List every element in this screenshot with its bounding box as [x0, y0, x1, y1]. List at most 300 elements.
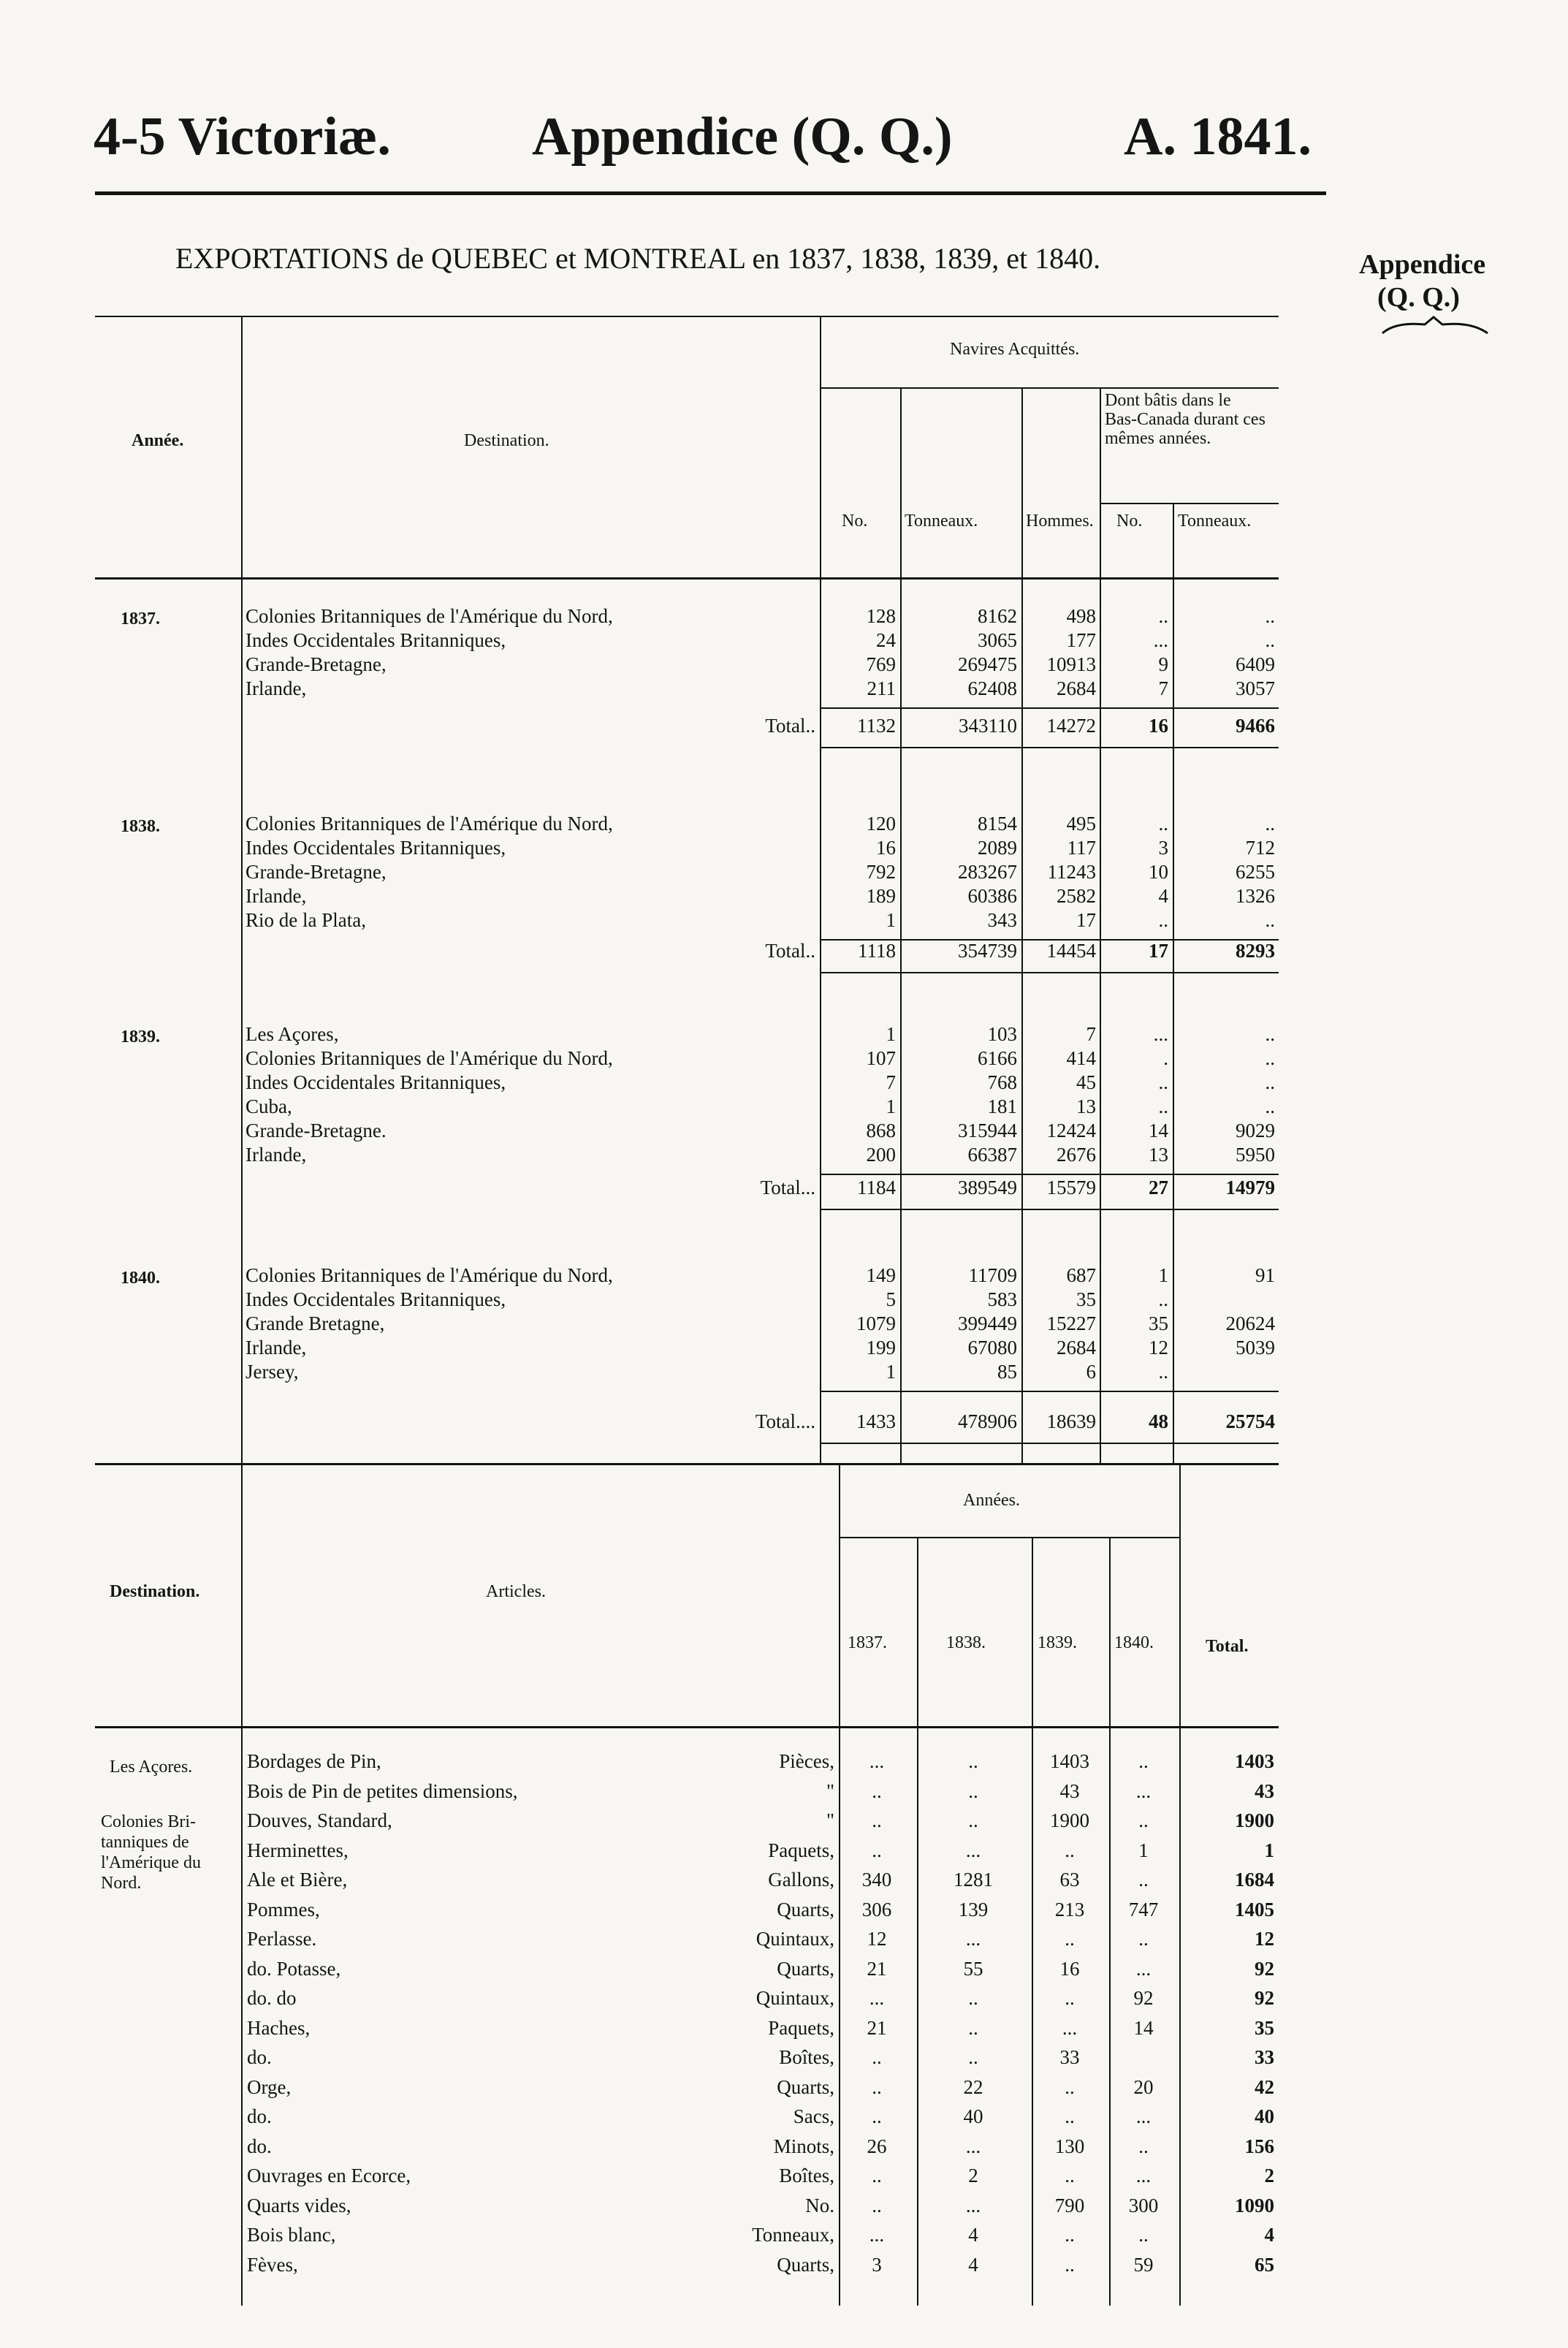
- y1838-cell: 40: [963, 2105, 983, 2127]
- no-cell: 149: [866, 1264, 896, 1286]
- dont-tonneaux-cell: 91: [1255, 1264, 1275, 1286]
- dont-no-cell: 3: [1158, 837, 1168, 859]
- article-cell: Pommes,: [247, 1898, 320, 1920]
- y1837-cell: 26: [867, 2135, 887, 2157]
- table-row: [0, 813, 1568, 835]
- tonneaux-cell: 67080: [967, 1337, 1017, 1359]
- total-cell: 1405: [1235, 1898, 1274, 1920]
- tonneaux-cell: 66387: [967, 1144, 1017, 1166]
- no-cell: 24: [876, 629, 896, 651]
- no-cell: 200: [866, 1144, 896, 1166]
- y1837-cell: ..: [872, 1809, 882, 1831]
- unit-cell: Quarts,: [777, 2253, 834, 2276]
- y1840-cell: ...: [1135, 2105, 1152, 2127]
- hommes-cell: 2684: [1057, 677, 1096, 699]
- article-cell: Bois blanc,: [247, 2224, 336, 2246]
- tonneaux-cell: 8162: [978, 605, 1017, 627]
- unit-cell: ": [826, 1809, 834, 1831]
- article-cell: Herminettes,: [247, 1839, 349, 1861]
- y1839-cell: ...: [1062, 2016, 1078, 2039]
- total-rule-top: [820, 1174, 1279, 1175]
- no-cell: 5: [886, 1288, 896, 1310]
- table-row: [0, 605, 1568, 627]
- table-row: [0, 1928, 1568, 1950]
- table-row: [0, 1337, 1568, 1359]
- dont-no-cell: 12: [1149, 1337, 1168, 1359]
- y1840-cell: 747: [1128, 1898, 1159, 1920]
- no-cell: 128: [866, 605, 896, 627]
- total-row: [0, 940, 1568, 962]
- y1838-cell: ..: [968, 1779, 978, 1802]
- dont-no-cell: 4: [1158, 885, 1168, 907]
- y1837-cell: 3: [872, 2253, 882, 2276]
- tonneaux-cell: 399449: [958, 1312, 1017, 1334]
- dont-no-cell: 9: [1158, 653, 1168, 675]
- t1-header-navires: Navires Acquittés.: [950, 340, 1080, 359]
- hommes-cell: 13: [1076, 1095, 1096, 1117]
- tonneaux-cell: 8154: [978, 813, 1017, 835]
- t2-header-1837: 1837.: [848, 1633, 887, 1652]
- t1-header-tonneaux: Tonneaux.: [905, 512, 978, 531]
- total-cell: 4: [1264, 2224, 1274, 2246]
- total-cell: 42: [1255, 2075, 1274, 2098]
- total-dont-tonneaux-cell: 14979: [1225, 1177, 1275, 1198]
- t1-dont-rule: [1100, 503, 1279, 504]
- dont-tonneaux-cell: 20624: [1225, 1312, 1275, 1334]
- table-row: [0, 1095, 1568, 1117]
- table-row: [0, 1288, 1568, 1310]
- article-cell: do.: [247, 2105, 272, 2127]
- destination-cell: Irlande,: [246, 885, 307, 907]
- table-row: [0, 1839, 1568, 1861]
- total-cell: 33: [1255, 2046, 1274, 2068]
- y1838-cell: 4: [968, 2253, 978, 2276]
- article-cell: do. Potasse,: [247, 1957, 341, 1980]
- table-row: [0, 861, 1568, 883]
- total-rule-top: [820, 707, 1279, 709]
- total-dont-tonneaux-cell: 8293: [1236, 940, 1275, 962]
- y1838-cell: 4: [968, 2224, 978, 2246]
- unit-cell: Boîtes,: [779, 2046, 834, 2068]
- tonneaux-cell: 315944: [958, 1120, 1017, 1141]
- y1838-cell: 2: [968, 2165, 978, 2186]
- y1838-cell: ..: [968, 1809, 978, 1831]
- y1839-cell: ..: [1065, 2224, 1075, 2246]
- total-cell: 92: [1255, 1987, 1274, 2009]
- total-row: [0, 1177, 1568, 1198]
- year-label: 1838.: [121, 817, 160, 836]
- y1838-cell: ...: [965, 2135, 981, 2157]
- article-cell: do.: [247, 2046, 272, 2068]
- destination-cell: Grande Bretagne,: [246, 1312, 385, 1334]
- no-cell: 769: [866, 653, 896, 675]
- table-row: [0, 1899, 1568, 1920]
- table-row: [0, 1958, 1568, 1980]
- total-no-cell: 1433: [856, 1410, 896, 1432]
- hommes-cell: 414: [1066, 1047, 1096, 1069]
- table-row: [0, 1312, 1568, 1334]
- total-tonneaux-cell: 478906: [958, 1410, 1017, 1432]
- y1838-cell: ..: [968, 1750, 978, 1772]
- unit-cell: Quintaux,: [756, 1928, 834, 1950]
- t1-header-dont-no: No.: [1116, 512, 1143, 531]
- total-rule-bottom: [820, 972, 1279, 973]
- total-cell: 1090: [1235, 2194, 1274, 2216]
- y1838-cell: ..: [968, 2016, 978, 2039]
- y1839-cell: ..: [1065, 2165, 1075, 2186]
- table-row: [0, 1869, 1568, 1891]
- y1838-cell: 55: [963, 1957, 983, 1980]
- y1840-cell: 92: [1133, 1987, 1154, 2009]
- dont-tonneaux-cell: ..: [1265, 909, 1275, 931]
- hommes-cell: 6: [1086, 1361, 1096, 1383]
- total-rule-bottom: [820, 1209, 1279, 1210]
- dont-no-cell: 35: [1149, 1312, 1168, 1334]
- table-row: [0, 1750, 1568, 1772]
- destination-cell: Indes Occidentales Britanniques,: [246, 629, 506, 651]
- dont-tonneaux-cell: ..: [1265, 629, 1275, 651]
- dont-tonneaux-cell: 1326: [1236, 885, 1275, 907]
- total-hommes-cell: 14454: [1046, 940, 1096, 962]
- dont-tonneaux-cell: ..: [1265, 1071, 1275, 1093]
- destination-cell: Colonies Britanniques de l'Amérique du Nord,: [246, 813, 613, 835]
- hommes-cell: 117: [1067, 837, 1096, 859]
- t2-header-1839: 1839.: [1038, 1633, 1077, 1652]
- table-row: [0, 2195, 1568, 2216]
- table-row: [0, 1361, 1568, 1383]
- y1837-cell: ..: [872, 1779, 882, 1802]
- no-cell: 120: [866, 813, 896, 835]
- article-cell: Perlasse.: [247, 1928, 317, 1950]
- hommes-cell: 177: [1066, 629, 1096, 651]
- destination-cell: Les Açores,: [246, 1023, 339, 1045]
- destination-cell: Irlande,: [246, 1337, 307, 1359]
- tonneaux-cell: 85: [997, 1361, 1017, 1383]
- total-cell: 40: [1255, 2105, 1274, 2127]
- y1839-cell: 1900: [1050, 1809, 1089, 1831]
- t2-dest-acores: Les Açores.: [110, 1758, 193, 1777]
- dont-no-cell: ...: [1153, 1023, 1168, 1045]
- t1-header-no: No.: [842, 512, 868, 531]
- y1840-cell: 14: [1133, 2016, 1154, 2039]
- tonneaux-cell: 343: [987, 909, 1017, 931]
- total-dont-no-cell: 48: [1149, 1410, 1168, 1432]
- margin-note-line1: Appendice: [1359, 249, 1486, 280]
- dont-no-cell: ..: [1158, 813, 1168, 835]
- table-row: [0, 1780, 1568, 1802]
- article-cell: Douves, Standard,: [247, 1809, 392, 1831]
- tonneaux-cell: 181: [987, 1095, 1017, 1117]
- no-cell: 16: [876, 837, 896, 859]
- y1837-cell: ..: [872, 2165, 882, 2186]
- y1839-cell: 63: [1059, 1869, 1080, 1891]
- dont-no-cell: 13: [1149, 1144, 1168, 1166]
- total-cell: 12: [1255, 1928, 1274, 1950]
- total-rule-top: [820, 1391, 1279, 1392]
- total-cell: 1684: [1235, 1869, 1274, 1891]
- table-row: [0, 1987, 1568, 2009]
- unit-cell: Sacs,: [793, 2105, 834, 2127]
- t2-annees-rule: [839, 1537, 1179, 1538]
- dont-tonneaux-cell: 3057: [1236, 677, 1275, 699]
- tonneaux-cell: 6166: [978, 1047, 1017, 1069]
- dont-tonneaux-cell: ..: [1265, 605, 1275, 627]
- destination-cell: Colonies Britanniques de l'Amérique du Nord,: [246, 1264, 613, 1286]
- article-cell: do. do: [247, 1987, 297, 2009]
- table-row: [0, 2105, 1568, 2127]
- total-no-cell: 1118: [858, 940, 896, 962]
- tonneaux-cell: 103: [987, 1023, 1017, 1045]
- dont-no-cell: 7: [1158, 677, 1168, 699]
- unit-cell: Tonneaux,: [752, 2224, 834, 2246]
- destination-cell: Jersey,: [246, 1361, 299, 1383]
- y1838-cell: ..: [968, 2046, 978, 2068]
- y1839-cell: 1403: [1050, 1750, 1089, 1772]
- hommes-cell: 495: [1066, 813, 1096, 835]
- y1838-cell: 139: [958, 1898, 989, 1920]
- total-dont-no-cell: 17: [1149, 940, 1168, 962]
- y1838-cell: ...: [965, 1928, 981, 1950]
- tonneaux-cell: 2089: [978, 837, 1017, 859]
- hommes-cell: 10913: [1046, 653, 1096, 675]
- no-cell: 1: [886, 909, 896, 931]
- article-cell: Bois de Pin de petites dimensions,: [247, 1779, 518, 1802]
- header-rule: [95, 191, 1326, 195]
- y1840-cell: ..: [1138, 1809, 1149, 1831]
- dont-no-cell: ..: [1158, 1095, 1168, 1117]
- tonneaux-cell: 3065: [978, 629, 1017, 651]
- unit-cell: Quintaux,: [756, 1987, 834, 2009]
- hommes-cell: 45: [1076, 1071, 1096, 1093]
- no-cell: 792: [866, 861, 896, 883]
- article-cell: Bordages de Pin,: [247, 1750, 381, 1772]
- y1838-cell: ..: [968, 1987, 978, 2009]
- table-row: [0, 2046, 1568, 2068]
- total-label: Total....: [755, 1410, 815, 1432]
- dont-no-cell: ...: [1153, 629, 1168, 651]
- tonneaux-cell: 60386: [967, 885, 1017, 907]
- unit-cell: Minots,: [773, 2135, 834, 2157]
- total-cell: 1900: [1235, 1809, 1274, 1831]
- dont-tonneaux-cell: 5039: [1236, 1337, 1275, 1359]
- destination-cell: Rio de la Plata,: [246, 909, 366, 931]
- unit-cell: Quarts,: [777, 1957, 834, 1980]
- dont-no-cell: 1: [1158, 1264, 1168, 1286]
- no-cell: 868: [866, 1120, 896, 1141]
- y1837-cell: ..: [872, 2046, 882, 2068]
- destination-cell: Irlande,: [246, 1144, 307, 1166]
- table-row: [0, 2076, 1568, 2098]
- destination-cell: Indes Occidentales Britanniques,: [246, 1288, 506, 1310]
- t2-dest-colonies-4: Nord.: [101, 1874, 142, 1893]
- y1837-cell: 21: [867, 2016, 887, 2039]
- unit-cell: Quarts,: [777, 2075, 834, 2098]
- unit-cell: Quarts,: [777, 1898, 834, 1920]
- dont-no-cell: ..: [1158, 1288, 1168, 1310]
- table-row: [0, 677, 1568, 699]
- tonneaux-cell: 269475: [958, 653, 1017, 675]
- no-cell: 1079: [856, 1312, 896, 1334]
- unit-cell: Pièces,: [779, 1750, 834, 1772]
- y1837-cell: 12: [867, 1928, 887, 1950]
- article-cell: Ale et Bière,: [247, 1869, 348, 1891]
- y1839-cell: ..: [1065, 1987, 1075, 2009]
- table-row: [0, 2017, 1568, 2039]
- y1840-cell: ...: [1135, 2165, 1152, 2186]
- y1840-cell: 300: [1128, 2194, 1159, 2216]
- dont-no-cell: ..: [1158, 1071, 1168, 1093]
- table-row: [0, 1071, 1568, 1093]
- y1837-cell: 306: [861, 1898, 892, 1920]
- article-cell: Haches,: [247, 2016, 311, 2039]
- total-cell: 35: [1255, 2016, 1274, 2039]
- y1837-cell: ..: [872, 2105, 882, 2127]
- total-rule-bottom: [820, 1443, 1279, 1444]
- y1837-cell: 340: [861, 1869, 892, 1891]
- hommes-cell: 687: [1066, 1264, 1096, 1286]
- year-label: 1837.: [121, 609, 160, 628]
- hommes-cell: 15227: [1046, 1312, 1096, 1334]
- total-row: [0, 1410, 1568, 1432]
- year-label: 1840.: [121, 1269, 160, 1288]
- total-tonneaux-cell: 354739: [958, 940, 1017, 962]
- y1840-cell: ..: [1138, 1869, 1149, 1891]
- no-cell: 189: [866, 885, 896, 907]
- header-center: Appendice (Q. Q.): [532, 107, 953, 167]
- y1840-cell: ..: [1138, 1750, 1149, 1772]
- y1837-cell: ...: [869, 1750, 885, 1772]
- destination-cell: Grande-Bretagne,: [246, 653, 387, 675]
- dont-tonneaux-cell: 712: [1245, 837, 1275, 859]
- y1838-cell: ...: [965, 2194, 981, 2216]
- t1-navires-rule: [820, 387, 1279, 389]
- t2-header-1840: 1840.: [1114, 1633, 1154, 1652]
- y1837-cell: ...: [869, 2224, 885, 2246]
- dont-no-cell: 10: [1149, 861, 1168, 883]
- article-cell: do.: [247, 2135, 272, 2157]
- dont-tonneaux-cell: 5950: [1236, 1144, 1275, 1166]
- table-row: [0, 909, 1568, 931]
- no-cell: 7: [886, 1071, 896, 1093]
- hommes-cell: 2676: [1057, 1144, 1096, 1166]
- total-cell: 156: [1244, 2135, 1274, 2157]
- hommes-cell: 35: [1076, 1288, 1096, 1310]
- t2-dest-colonies-1: Colonies Bri-: [101, 1812, 196, 1831]
- tonneaux-cell: 11709: [968, 1264, 1017, 1286]
- t1-header-bottom-rule: [95, 577, 1279, 580]
- hommes-cell: 11243: [1047, 861, 1096, 883]
- destination-cell: Grande-Bretagne.: [246, 1120, 387, 1141]
- table-row: [0, 653, 1568, 675]
- total-label: Total...: [760, 1177, 815, 1198]
- y1839-cell: ..: [1065, 2253, 1075, 2276]
- table-row: [0, 837, 1568, 859]
- y1839-cell: ..: [1065, 1839, 1075, 1861]
- dont-tonneaux-cell: ..: [1265, 1095, 1275, 1117]
- t2-vline-1839: [1032, 1538, 1033, 2306]
- y1840-cell: 59: [1133, 2253, 1154, 2276]
- header-left: 4-5 Victoriæ.: [94, 107, 391, 167]
- y1840-cell: ..: [1138, 2135, 1149, 2157]
- hommes-cell: 2684: [1057, 1337, 1096, 1359]
- total-cell: 1: [1264, 1839, 1274, 1861]
- y1840-cell: 1: [1138, 1839, 1149, 1861]
- destination-cell: Indes Occidentales Britanniques,: [246, 837, 506, 859]
- t2-header-articles: Articles.: [486, 1582, 546, 1601]
- y1840-cell: ...: [1135, 1779, 1152, 1802]
- y1837-cell: ..: [872, 1839, 882, 1861]
- t1-header-dont-tonneaux: Tonneaux.: [1178, 512, 1252, 531]
- total-label: Total..: [765, 940, 815, 962]
- t1-header-dont: Dont bâtis dans le Bas-Canada durant ces mêmes années.: [1105, 391, 1266, 448]
- table-row: [0, 1047, 1568, 1069]
- tonneaux-cell: 283267: [958, 861, 1017, 883]
- table1-top-rule: [95, 316, 1279, 317]
- total-rule-bottom: [820, 747, 1279, 748]
- y1839-cell: 130: [1054, 2135, 1085, 2157]
- total-tonneaux-cell: 389549: [958, 1177, 1017, 1198]
- t1-header-hommes: Hommes.: [1026, 512, 1094, 531]
- t2-header-destination: Destination.: [110, 1582, 200, 1601]
- t2-dest-colonies-2: tanniques de: [101, 1833, 189, 1852]
- table-row: [0, 1264, 1568, 1286]
- t2-header-bottom-rule: [95, 1726, 1279, 1728]
- t2-vline-1838: [917, 1538, 918, 2306]
- dont-no-cell: ..: [1158, 909, 1168, 931]
- total-dont-tonneaux-cell: 25754: [1225, 1410, 1275, 1432]
- hommes-cell: 12424: [1046, 1120, 1096, 1141]
- table-row: [0, 1120, 1568, 1141]
- t1-header-destination: Destination.: [464, 431, 549, 450]
- header-right: A. 1841.: [1124, 107, 1312, 167]
- total-cell: 65: [1255, 2253, 1274, 2276]
- dont-tonneaux-cell: 6255: [1236, 861, 1275, 883]
- y1840-cell: ...: [1135, 1957, 1152, 1980]
- article-cell: Fèves,: [247, 2253, 298, 2276]
- total-hommes-cell: 15579: [1046, 1177, 1096, 1198]
- hommes-cell: 17: [1076, 909, 1096, 931]
- dont-no-cell: 14: [1149, 1120, 1168, 1141]
- dont-tonneaux-cell: ..: [1265, 813, 1275, 835]
- dont-tonneaux-cell: 9029: [1236, 1120, 1275, 1141]
- total-no-cell: 1184: [857, 1177, 896, 1198]
- page-title: EXPORTATIONS de QUEBEC et MONTREAL en 1837, 1838, 1839, et 1840.: [175, 242, 1101, 275]
- brace-icon: [1381, 316, 1491, 338]
- total-label: Total..: [765, 715, 815, 737]
- no-cell: 1: [886, 1095, 896, 1117]
- tonneaux-cell: 583: [987, 1288, 1017, 1310]
- tonneaux-cell: 768: [987, 1071, 1017, 1093]
- y1839-cell: 16: [1059, 1957, 1080, 1980]
- year-label: 1839.: [121, 1027, 160, 1046]
- total-hommes-cell: 14272: [1046, 715, 1096, 737]
- table-row: [0, 2165, 1568, 2186]
- dont-tonneaux-cell: 6409: [1236, 653, 1275, 675]
- y1840-cell: ..: [1138, 2224, 1149, 2246]
- total-no-cell: 1132: [857, 715, 896, 737]
- y1837-cell: 21: [867, 1957, 887, 1980]
- destination-cell: Indes Occidentales Britanniques,: [246, 1071, 506, 1093]
- y1840-cell: 20: [1133, 2075, 1154, 2098]
- total-cell: 43: [1255, 1779, 1274, 1802]
- y1839-cell: ..: [1065, 1928, 1075, 1950]
- table-row: [0, 1023, 1568, 1045]
- table-row: [0, 885, 1568, 907]
- y1839-cell: ..: [1065, 2105, 1075, 2127]
- destination-cell: Grande-Bretagne,: [246, 861, 387, 883]
- destination-cell: Colonies Britanniques de l'Amérique du Nord,: [246, 1047, 613, 1069]
- t2-dest-colonies-3: l'Amérique du: [101, 1853, 201, 1872]
